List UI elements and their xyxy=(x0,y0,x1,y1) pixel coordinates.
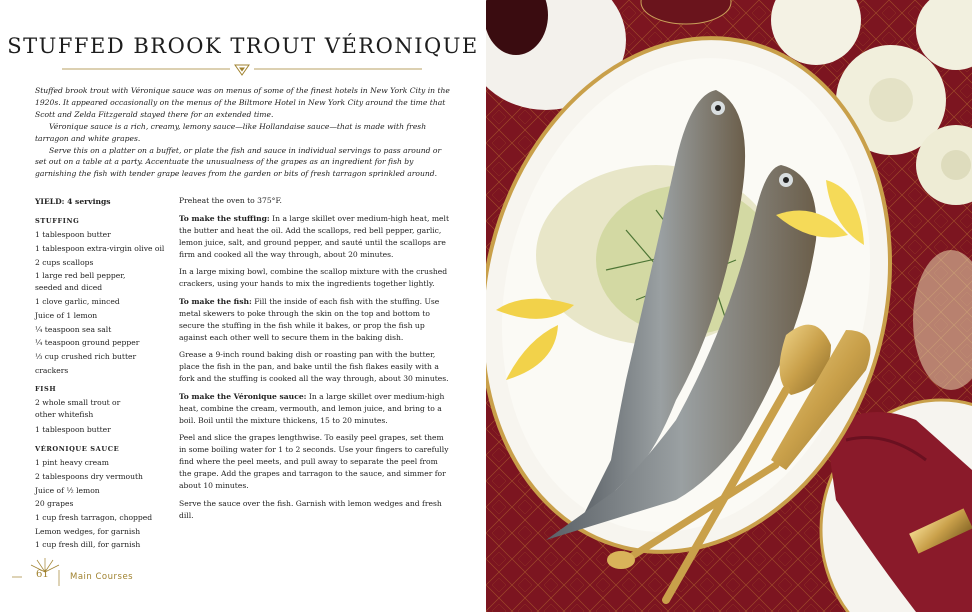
stuffing-heading: STUFFING xyxy=(35,216,80,225)
ingredient-item: Juice of 1 lemon xyxy=(35,310,98,320)
section-name: Main Courses xyxy=(70,572,134,582)
ingredient-item: 1 tablespoon extra-virgin olive oil xyxy=(35,244,165,254)
step-text: Fill the inside of each fish with the stuffing. Use metal skewers to poke through the skin on the top and bottom to secure the stuffing in the fish while it bakes, or prop the fish up against each other well to secure them in the baking dish. xyxy=(179,296,440,342)
recipe-title: STUFFED BROOK TROUT VÉRONIQUE xyxy=(7,34,479,58)
ingredient-item: 1 large red bell pepper, seeded and diced xyxy=(35,270,126,292)
method-step: In a large mixing bowl, combine the scallop mixture with the crushed crackers, using your hands to mix the ingredients together lightly. xyxy=(179,267,448,288)
dish-photo xyxy=(486,0,972,612)
method-step: Grease a 9-inch round baking dish or roasting pan with the butter, place the fish in the pan, and bake until the fish flakes easily with a fork and the stuffing is cooked all the way through, about 30 minutes. xyxy=(179,350,449,383)
method-step: Preheat the oven to 375°F. xyxy=(179,196,282,205)
page-footer xyxy=(12,556,182,596)
method xyxy=(179,195,451,527)
ingredient-item: 2 tablespoons dry vermouth xyxy=(35,471,143,481)
yield: YIELD: 4 servings xyxy=(35,197,111,206)
ingredient-item: 1 clove garlic, minced xyxy=(35,297,120,307)
ingredient-item: ¼ teaspoon sea salt xyxy=(35,324,112,334)
method-step xyxy=(179,213,451,261)
ingredient-item: 2 cups scallops xyxy=(35,257,94,267)
intro-paragraph: Véronique sauce is a rich, creamy, lemony sauce—like Hollandaise sauce—that is made with fresh tarragon and white grapes. xyxy=(35,121,427,143)
recipe-photo xyxy=(486,0,972,612)
ingredient-item: Lemon wedges, for garnish xyxy=(35,526,141,536)
page-number: 61 xyxy=(36,569,49,580)
title-divider xyxy=(62,64,422,76)
ingredient-item: 1 tablespoon butter xyxy=(35,230,111,240)
step-label: To make the fish: xyxy=(179,296,252,306)
method-step xyxy=(179,296,451,344)
ingredient-item: ⅓ cup crushed rich butter crackers xyxy=(35,352,137,375)
sauce-heading: VÉRONIQUE SAUCE xyxy=(35,444,120,453)
ingredients-list xyxy=(35,195,170,552)
step-label: To make the stuffing: xyxy=(179,213,270,223)
intro-paragraph: Serve this on a platter on a buffet, or plate the fish and sauce in individual servings to pass around or set out on a table at a party. Accentuate the unusualness of the grapes as an ingredient for fish by garnishing the fish with tender grape leaves from the garden or bits of fresh tarragon sprinkled around. xyxy=(35,145,442,179)
method-step: Serve the sauce over the fish. Garnish with lemon wedges and fresh dill. xyxy=(179,498,442,520)
ingredient-item: ¼ teaspoon ground pepper xyxy=(35,338,140,348)
step-text: In a large skillet over medium-high heat, combine the cream, vermouth, and lemon juice, and bring to a boil. Boil until the mixture thickens, 15 to 20 minutes. xyxy=(179,391,445,425)
ingredient-item: 1 pint heavy cream xyxy=(35,458,109,468)
ingredient-item: 2 whole small trout or other whitefish xyxy=(35,398,121,420)
fish-heading: FISH xyxy=(35,385,57,394)
ingredient-item: 1 cup fresh tarragon, chopped xyxy=(35,513,153,523)
ingredient-item: Juice of ½ lemon xyxy=(35,485,100,495)
step-label: To make the Véronique sauce: xyxy=(179,391,307,401)
intro-paragraph: Stuffed brook trout with Véronique sauce was on menus of some of the finest hotels in New York City in the 1920s. It appeared occasionally on the menus of the Biltmore Hotel in New York City around the time that Scott and Zelda Fitzgerald stayed there for an extended time. xyxy=(35,86,450,119)
step-text: In a large skillet over medium-high heat, melt the butter and heat the oil. Add the scallops, red bell pepper, garlic, lemon juice, salt, and ground pepper, and sauté until the scallops are firm and cooked all the way through, about 20 minutes. xyxy=(179,213,450,259)
method-step xyxy=(179,391,451,427)
recipe-intro xyxy=(35,85,453,180)
ingredient-item: 1 tablespoon butter xyxy=(35,424,111,434)
method-step: Peel and slice the grapes lengthwise. To easily peel grapes, set them in some boiling water for 1 to 2 seconds. Use your fingers to carefully find where the peel meets, and pull away to separate the peel from the grape. Add the grapes and tarragon to the sauce, and simmer for about 10 minutes. xyxy=(179,433,449,490)
ingredient-item: 1 cup fresh dill, for garnish xyxy=(35,540,141,550)
ingredient-item: 20 grapes xyxy=(35,499,74,509)
